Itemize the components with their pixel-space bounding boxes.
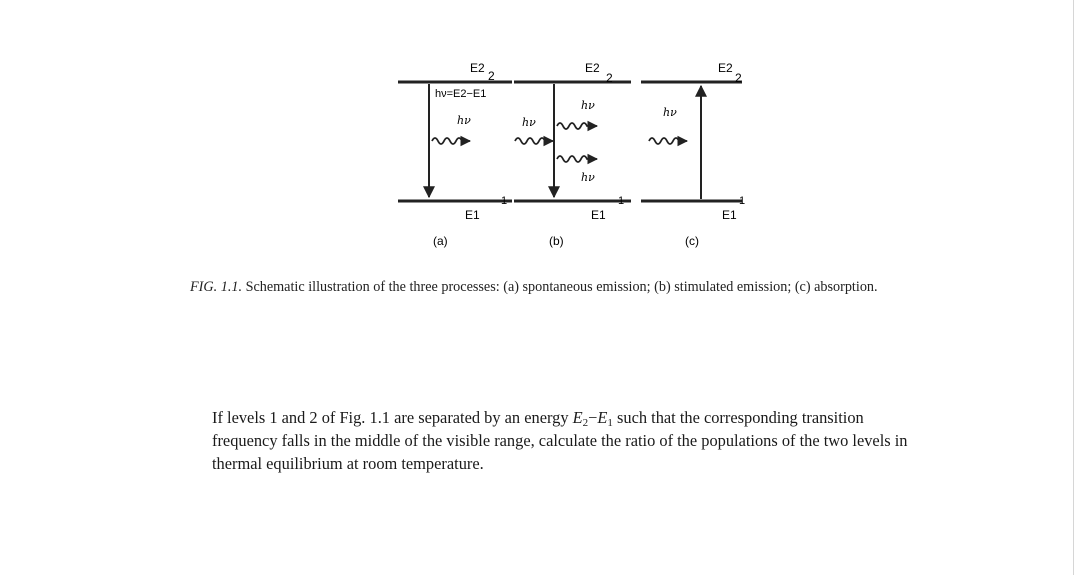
panel-b	[514, 61, 631, 248]
problem-statement	[212, 406, 912, 475]
energy-relation-a: hν=E2−E1	[435, 88, 487, 100]
page-edge-rule	[1073, 0, 1074, 575]
upper-level-label-a: E2	[470, 61, 485, 75]
problem-text-part2: such that the corresponding transition frequency falls in the middle of the visible range, calculate the ratio of the populations of the two levels in thermal equilibrium at room temperature.	[212, 408, 908, 473]
emitted-photon-wave-2-b	[557, 156, 597, 162]
panel-label-c: (c)	[685, 234, 699, 248]
lower-level-label-b: E1	[591, 208, 606, 222]
photon-label-a: hν	[457, 114, 471, 127]
upper-level-index-b: 2	[606, 71, 613, 85]
emitted-photon-label-b: hν	[581, 99, 595, 112]
photon-wave-a	[432, 138, 470, 144]
energy-E1-subscript: 1	[607, 417, 613, 429]
lower-level-index-a: 1	[501, 195, 508, 207]
upper-level-index-c: 2	[735, 71, 742, 85]
photon-label-c: hν	[663, 106, 677, 119]
lower-level-index-c: 1	[739, 195, 746, 207]
panel-a	[398, 61, 512, 248]
panel-label-b: (b)	[549, 234, 564, 248]
minus-sign: −	[588, 408, 598, 427]
energy-E2-subscript: 2	[582, 417, 589, 429]
energy-level-diagram	[395, 55, 785, 255]
energy-E2-symbol: E	[572, 408, 583, 427]
incident-photon-wave-b	[515, 138, 553, 144]
upper-level-index-a: 2	[488, 69, 495, 83]
panel-label-a: (a)	[433, 234, 448, 248]
lower-level-index-b: 1	[618, 195, 625, 207]
figure-caption-text: Schematic illustration of the three processes: (a) spontaneous emission; (b) stimulated emission; (c) absorption.	[245, 279, 878, 295]
emitted-photon-wave-1-b	[557, 123, 597, 129]
lower-level-label-a: E1	[465, 208, 480, 222]
incident-photon-label-b: hν	[522, 116, 536, 129]
upper-level-label-c: E2	[718, 61, 733, 75]
energy-level-figure	[395, 55, 785, 255]
lower-level-label-c: E1	[722, 208, 737, 222]
upper-level-label-b: E2	[585, 61, 600, 75]
photon-wave-c	[649, 138, 687, 144]
energy-E1-symbol: E	[597, 408, 608, 427]
problem-text-part1: If levels 1 and 2 of Fig. 1.1 are separated by an energy	[212, 408, 573, 427]
figure-caption	[190, 278, 970, 297]
emitted-photon-label-2-b: hν	[581, 171, 595, 184]
panel-c	[641, 61, 745, 248]
figure-caption-label: FIG. 1.1.	[190, 279, 243, 295]
